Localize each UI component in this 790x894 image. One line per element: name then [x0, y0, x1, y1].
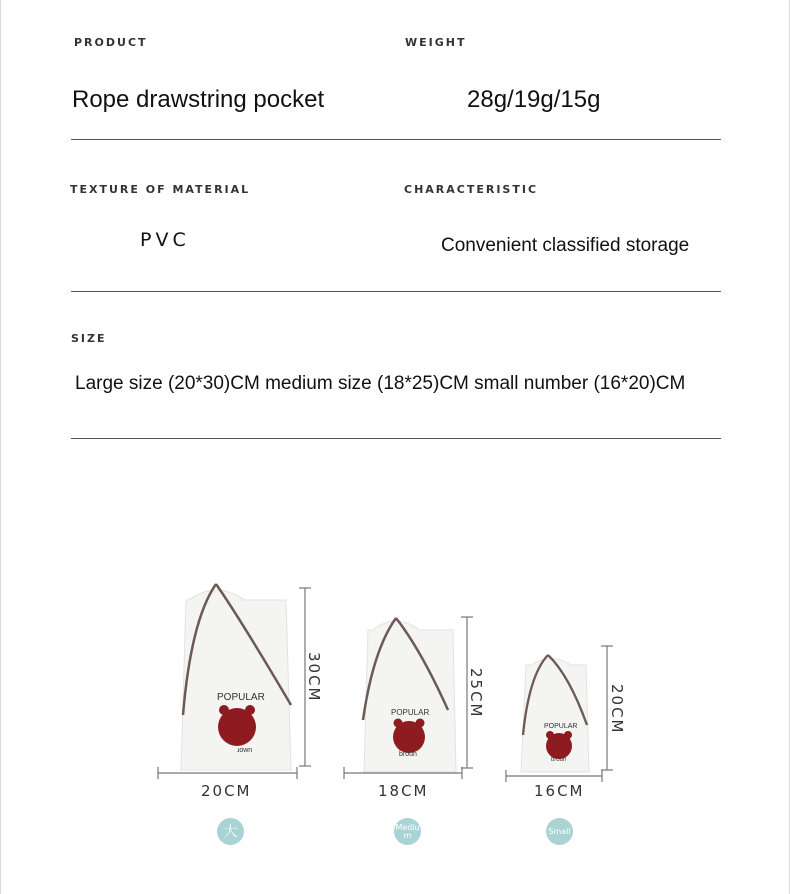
size-value: Large size (20*30)CM medium size (18*25)CM small number (16*20)CM — [75, 373, 686, 394]
small-bag-sub: broun — [551, 757, 567, 763]
characteristic-value: Convenient classified storage — [441, 235, 690, 256]
size-label: SIZE — [71, 332, 107, 345]
divider-3 — [71, 438, 721, 439]
texture-value: PVC — [140, 229, 190, 251]
small-height-label: 20CM — [608, 684, 626, 735]
product-value: Rope drawstring pocket — [72, 86, 325, 113]
characteristic-label: CHARACTERISTIC — [404, 183, 539, 196]
large-width-label: 20CM — [201, 782, 252, 800]
texture-label: TEXTURE OF MATERIAL — [70, 183, 251, 196]
bags-illustration — [1, 560, 790, 800]
medium-bag-brand: POPULAR — [391, 708, 430, 717]
large-height-label: 30CM — [305, 652, 323, 703]
medium-bag-image — [363, 618, 456, 772]
large-bag-sub: ɹown — [237, 747, 253, 754]
large-bag-brand: POPULAR — [217, 692, 265, 703]
small-size-badge: Small — [546, 818, 573, 845]
medium-width-label: 18CM — [378, 782, 429, 800]
medium-bag-sub: broun — [399, 751, 417, 758]
divider-2 — [71, 291, 721, 292]
medium-height-label: 25CM — [467, 668, 485, 719]
divider-1 — [71, 139, 721, 140]
weight-label: WEIGHT — [405, 36, 467, 49]
weight-value: 28g/19g/15g — [467, 86, 601, 113]
large-bag-image — [181, 584, 291, 770]
small-bag-image — [521, 655, 589, 772]
small-bag-brand: POPULAR — [544, 723, 578, 730]
medium-size-badge: Medium — [394, 818, 421, 845]
product-label: PRODUCT — [74, 36, 148, 49]
small-width-label: 16CM — [534, 782, 585, 800]
large-size-badge: 大 — [217, 818, 244, 845]
